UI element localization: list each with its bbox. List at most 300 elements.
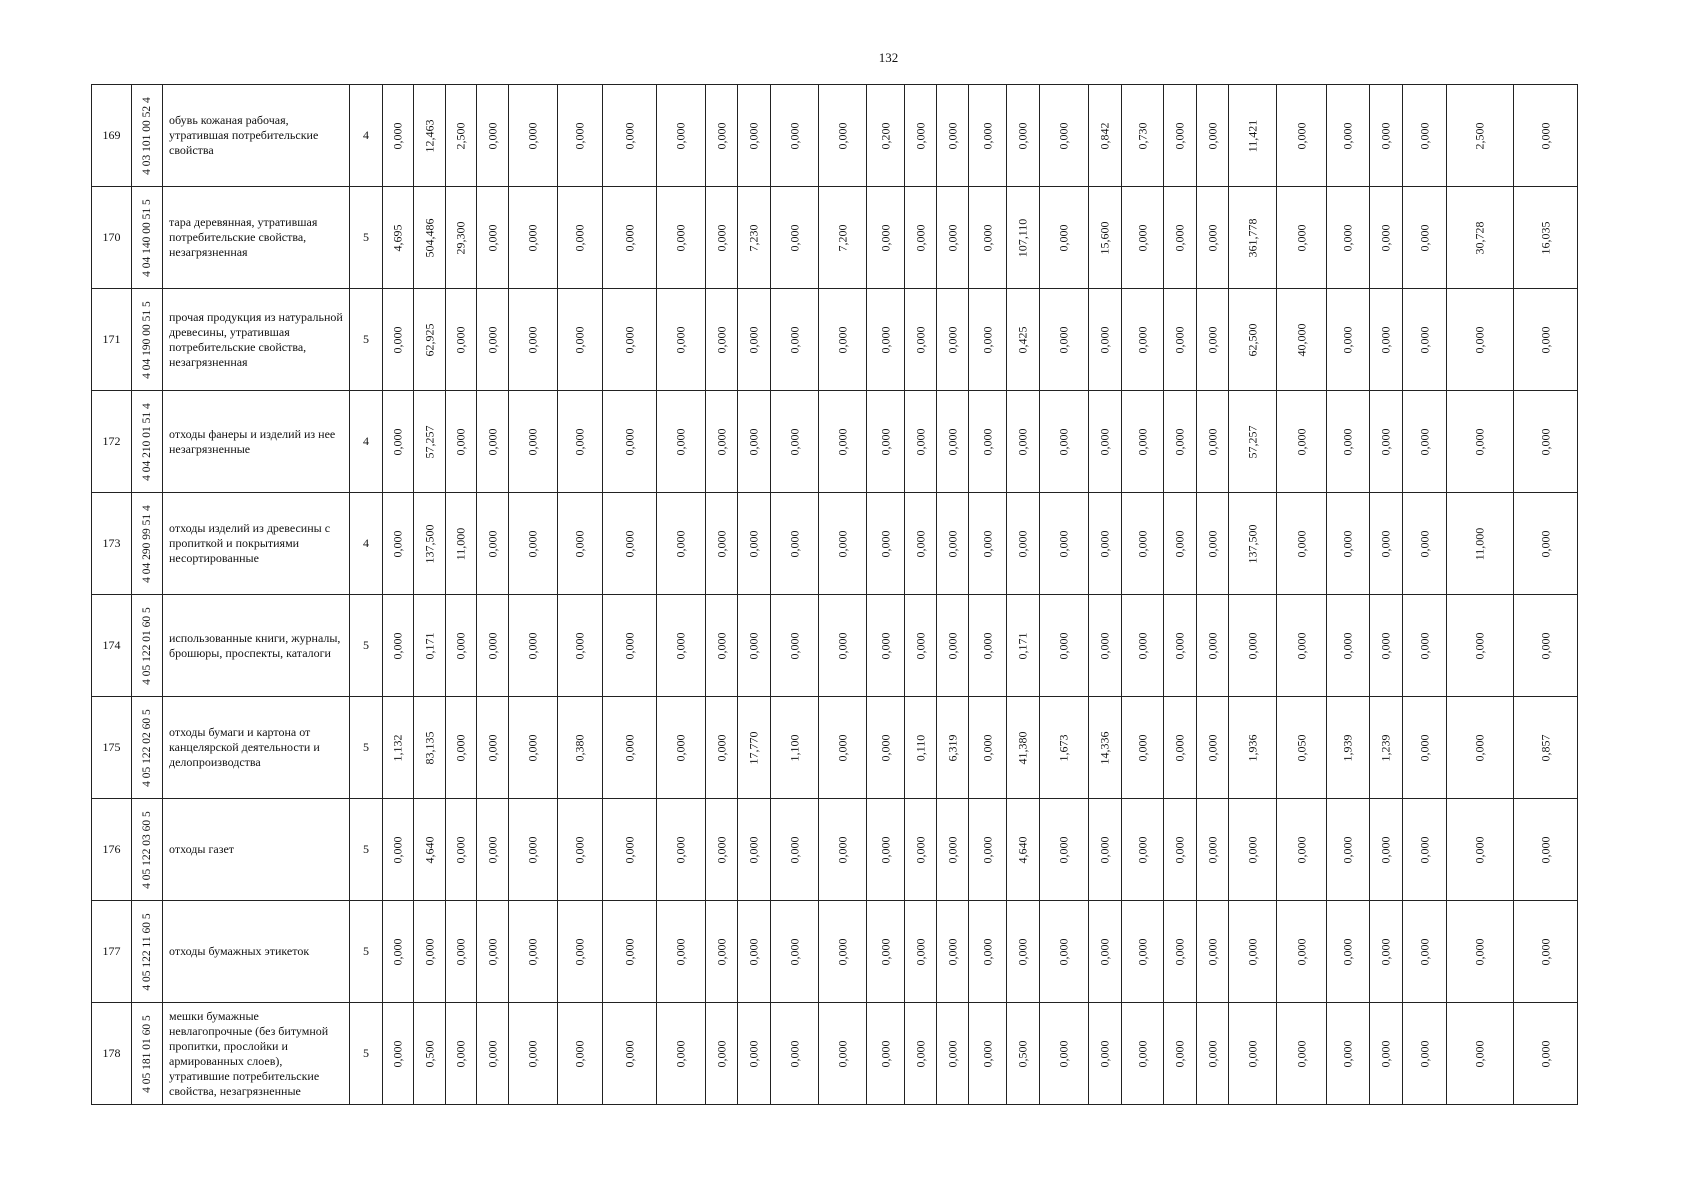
- value-cell: [1514, 1003, 1578, 1105]
- value-cell: [1229, 187, 1277, 289]
- value-cell: [905, 799, 937, 901]
- value-cell: [1040, 1003, 1089, 1105]
- value-cell: [905, 1003, 937, 1105]
- value-cell: [1197, 1003, 1229, 1105]
- value-text: 0,000: [878, 836, 892, 863]
- row-number: 170: [92, 187, 132, 289]
- value-cell: [1447, 85, 1514, 187]
- value-text: 0,000: [572, 530, 587, 557]
- value-text: 0,000: [1417, 530, 1431, 557]
- value-cell: [706, 289, 738, 391]
- value-cell: [1447, 391, 1514, 493]
- value-cell: [706, 391, 738, 493]
- value-cell: [414, 391, 446, 493]
- value-text: 0,000: [622, 530, 636, 557]
- table-row: [92, 493, 1610, 595]
- value-text: 0,000: [945, 530, 959, 557]
- value-cell: [414, 799, 446, 901]
- value-cell: [1229, 493, 1277, 595]
- value-cell: [509, 901, 558, 1003]
- value-cell: [1370, 85, 1403, 187]
- value-text: 0,000: [835, 326, 849, 353]
- value-text: 6,319: [945, 734, 959, 761]
- value-cell: [477, 85, 509, 187]
- value-text: 0,000: [1135, 836, 1149, 863]
- value-cell: [446, 187, 477, 289]
- value-cell: [1514, 799, 1578, 901]
- fkko-code: 4 05 122 03 60 5: [141, 810, 153, 889]
- value-text: 0,000: [1135, 938, 1149, 965]
- value-cell: [819, 799, 867, 901]
- value-cell: [819, 595, 867, 697]
- value-cell: [1007, 391, 1040, 493]
- value-text: 15,600: [1097, 221, 1112, 254]
- value-text: 0,000: [1172, 836, 1187, 863]
- value-text: 0,000: [746, 1040, 761, 1067]
- value-cell: [819, 85, 867, 187]
- value-cell: [1040, 85, 1089, 187]
- value-text: 0,000: [1472, 938, 1487, 965]
- waste-name: отходы газет: [163, 799, 350, 901]
- value-text: 0,000: [485, 632, 499, 659]
- value-cell: [414, 493, 446, 595]
- value-text: 0,000: [1056, 1040, 1071, 1067]
- value-cell: [738, 1003, 771, 1105]
- value-text: 0,000: [1097, 836, 1112, 863]
- value-cell: [383, 1003, 414, 1105]
- value-text: 0,000: [1417, 224, 1431, 251]
- value-cell: [867, 85, 905, 187]
- value-cell: [1370, 595, 1403, 697]
- value-cell: [819, 289, 867, 391]
- value-cell: [969, 697, 1007, 799]
- value-cell: [657, 901, 706, 1003]
- value-cell: [706, 1003, 738, 1105]
- value-cell: [1229, 1003, 1277, 1105]
- value-text: 0,380: [572, 734, 587, 761]
- value-text: 1,939: [1340, 734, 1355, 761]
- value-text: 0,200: [878, 122, 892, 149]
- value-cell: [1197, 289, 1229, 391]
- value-text: 0,000: [1472, 836, 1487, 863]
- value-text: 0,000: [622, 224, 636, 251]
- value-cell: [477, 289, 509, 391]
- value-cell: [1403, 1003, 1447, 1105]
- value-cell: [1197, 391, 1229, 493]
- value-cell: [1164, 697, 1197, 799]
- value-cell: [867, 697, 905, 799]
- value-text: 0,000: [913, 1040, 927, 1067]
- value-text: 29,300: [453, 221, 468, 254]
- value-text: 0,000: [1340, 1040, 1355, 1067]
- value-text: 0,000: [1245, 1040, 1259, 1067]
- value-text: 0,000: [1340, 224, 1355, 251]
- value-cell: [1327, 595, 1370, 697]
- value-text: 0,000: [1097, 632, 1112, 659]
- value-text: 0,000: [878, 224, 892, 251]
- value-cell: [509, 391, 558, 493]
- value-text: 0,000: [787, 1040, 801, 1067]
- value-cell: [1164, 187, 1197, 289]
- value-cell: [1089, 493, 1122, 595]
- value-text: 0,000: [1097, 428, 1112, 455]
- value-cell: [1277, 901, 1327, 1003]
- value-text: 0,000: [1205, 224, 1219, 251]
- value-cell: [1040, 187, 1089, 289]
- value-text: 0,000: [1294, 122, 1308, 149]
- row-number: 178: [92, 1003, 132, 1105]
- value-cell: [477, 391, 509, 493]
- table-row: [92, 901, 1610, 1003]
- value-cell: [1164, 289, 1197, 391]
- value-cell: [1370, 799, 1403, 901]
- value-cell: [1447, 595, 1514, 697]
- value-cell: [819, 493, 867, 595]
- row-number: 176: [92, 799, 132, 901]
- fkko-code: 4 04 210 01 51 4: [141, 402, 153, 481]
- value-text: 0,000: [1135, 428, 1149, 455]
- value-cell: [867, 187, 905, 289]
- value-text: 0,857: [1538, 734, 1552, 761]
- value-cell: [1089, 85, 1122, 187]
- value-text: 0,000: [1472, 428, 1487, 455]
- value-text: 0,000: [1538, 836, 1552, 863]
- waste-name: тара деревянная, утратившая потребительские свойства, незагрязненная: [163, 187, 350, 289]
- value-cell: [905, 901, 937, 1003]
- value-text: 0,000: [390, 632, 405, 659]
- value-text: 1,100: [787, 734, 801, 761]
- fkko-code: 4 04 140 00 51 5: [141, 198, 153, 277]
- value-cell: [414, 85, 446, 187]
- value-text: 0,000: [1538, 530, 1552, 557]
- value-cell: [1122, 85, 1164, 187]
- value-cell: [383, 187, 414, 289]
- value-cell: [1197, 493, 1229, 595]
- value-text: 0,000: [453, 734, 468, 761]
- value-text: 0,000: [390, 1040, 405, 1067]
- value-cell: [1040, 901, 1089, 1003]
- value-text: 0,000: [878, 632, 892, 659]
- value-cell: [603, 85, 657, 187]
- value-text: 0,000: [980, 530, 994, 557]
- value-cell: [383, 85, 414, 187]
- value-text: 0,000: [1205, 734, 1219, 761]
- value-text: 0,000: [1205, 938, 1219, 965]
- value-cell: [1403, 289, 1447, 391]
- fkko-code: 4 03 101 00 52 4: [141, 96, 153, 175]
- value-text: 0,000: [980, 734, 994, 761]
- value-text: 0,000: [453, 326, 468, 353]
- value-cell: [937, 901, 969, 1003]
- fkko-code-cell: [132, 1003, 163, 1105]
- value-cell: [477, 187, 509, 289]
- value-cell: [509, 799, 558, 901]
- value-cell: [819, 697, 867, 799]
- value-text: 0,000: [1056, 428, 1071, 455]
- value-text: 0,000: [787, 530, 801, 557]
- value-text: 1,132: [390, 734, 405, 761]
- table-row: [92, 391, 1610, 493]
- value-cell: [1164, 799, 1197, 901]
- value-text: 0,000: [1472, 734, 1487, 761]
- value-text: 0,000: [878, 938, 892, 965]
- value-text: 1,673: [1056, 734, 1071, 761]
- value-text: 0,000: [390, 326, 405, 353]
- value-text: 0,500: [422, 1040, 436, 1067]
- value-cell: [867, 391, 905, 493]
- value-text: 0,000: [485, 938, 499, 965]
- value-cell: [603, 901, 657, 1003]
- value-cell: [1122, 289, 1164, 391]
- value-cell: [1403, 187, 1447, 289]
- value-text: 0,171: [1015, 632, 1030, 659]
- value-cell: [477, 1003, 509, 1105]
- value-text: 0,000: [746, 122, 761, 149]
- value-text: 0,000: [878, 326, 892, 353]
- value-text: 0,000: [572, 632, 587, 659]
- waste-name: отходы фанеры и изделий из нее незагрязненные: [163, 391, 350, 493]
- value-cell: [446, 1003, 477, 1105]
- hazard-class: 4: [350, 391, 383, 493]
- row-number: 177: [92, 901, 132, 1003]
- value-text: 361,778: [1245, 218, 1259, 257]
- value-text: 0,000: [1205, 122, 1219, 149]
- value-cell: [771, 595, 819, 697]
- value-text: 0,000: [980, 1040, 994, 1067]
- value-text: 1,936: [1245, 734, 1259, 761]
- value-cell: [1370, 697, 1403, 799]
- value-text: 0,000: [572, 1040, 587, 1067]
- value-text: 137,500: [1245, 524, 1259, 563]
- value-cell: [905, 85, 937, 187]
- value-cell: [446, 493, 477, 595]
- value-cell: [1229, 595, 1277, 697]
- value-text: 0,000: [1417, 632, 1431, 659]
- hazard-class: 5: [350, 697, 383, 799]
- value-text: 0,000: [835, 122, 849, 149]
- fkko-code-cell: [132, 391, 163, 493]
- value-cell: [1277, 697, 1327, 799]
- value-text: 0,000: [673, 632, 688, 659]
- value-cell: [1197, 187, 1229, 289]
- value-text: 0,000: [787, 428, 801, 455]
- value-text: 0,000: [1172, 632, 1187, 659]
- value-text: 0,000: [714, 734, 728, 761]
- value-cell: [1403, 391, 1447, 493]
- value-text: 0,000: [622, 428, 636, 455]
- value-text: 11,000: [1472, 527, 1487, 560]
- value-text: 0,000: [390, 428, 405, 455]
- value-cell: [905, 391, 937, 493]
- value-text: 0,000: [1538, 326, 1552, 353]
- value-cell: [1447, 289, 1514, 391]
- value-cell: [819, 187, 867, 289]
- value-text: 0,000: [1378, 122, 1393, 149]
- value-cell: [1277, 595, 1327, 697]
- value-text: 0,000: [453, 632, 468, 659]
- value-cell: [1277, 493, 1327, 595]
- value-text: 0,000: [1245, 836, 1259, 863]
- value-text: 0,000: [1538, 1040, 1552, 1067]
- value-text: 0,000: [980, 224, 994, 251]
- value-text: 0,000: [746, 836, 761, 863]
- value-cell: [509, 595, 558, 697]
- value-text: 0,000: [622, 632, 636, 659]
- value-cell: [1514, 85, 1578, 187]
- value-cell: [477, 799, 509, 901]
- table-row: [92, 289, 1610, 391]
- value-cell: [1229, 289, 1277, 391]
- value-text: 0,000: [1172, 938, 1187, 965]
- value-cell: [477, 697, 509, 799]
- value-cell: [1089, 697, 1122, 799]
- value-cell: [446, 901, 477, 1003]
- value-cell: [706, 901, 738, 1003]
- hazard-class: 5: [350, 901, 383, 1003]
- value-cell: [558, 493, 603, 595]
- value-text: 14,336: [1097, 731, 1112, 764]
- hazard-class: 5: [350, 1003, 383, 1105]
- value-text: 0,000: [1015, 122, 1030, 149]
- value-text: 0,000: [714, 326, 728, 353]
- value-text: 0,000: [1172, 326, 1187, 353]
- value-text: 0,000: [878, 530, 892, 557]
- value-text: 0,000: [980, 428, 994, 455]
- table-row: [92, 799, 1610, 901]
- value-cell: [905, 493, 937, 595]
- value-text: 0,000: [525, 224, 540, 251]
- value-text: 0,000: [572, 224, 587, 251]
- value-text: 0,000: [1015, 938, 1030, 965]
- fkko-code: 4 05 181 01 60 5: [141, 1014, 153, 1093]
- value-cell: [657, 697, 706, 799]
- value-text: 4,640: [1015, 836, 1030, 863]
- value-text: 2,500: [1472, 122, 1487, 149]
- value-cell: [446, 85, 477, 187]
- value-text: 0,000: [1056, 224, 1071, 251]
- value-cell: [1089, 595, 1122, 697]
- value-cell: [1164, 391, 1197, 493]
- value-text: 0,000: [673, 836, 688, 863]
- value-cell: [558, 697, 603, 799]
- value-cell: [1514, 391, 1578, 493]
- value-text: 0,000: [1417, 122, 1431, 149]
- value-cell: [1164, 901, 1197, 1003]
- value-cell: [1229, 391, 1277, 493]
- value-cell: [1164, 595, 1197, 697]
- value-text: 504,486: [422, 218, 436, 257]
- fkko-code-cell: [132, 595, 163, 697]
- value-cell: [1447, 493, 1514, 595]
- value-text: 0,000: [1417, 734, 1431, 761]
- value-cell: [1514, 697, 1578, 799]
- waste-name: использованные книги, журналы, брошюры, проспекты, каталоги: [163, 595, 350, 697]
- value-text: 0,000: [913, 224, 927, 251]
- value-text: 0,000: [622, 938, 636, 965]
- value-text: 0,000: [787, 224, 801, 251]
- table-row: [92, 85, 1610, 187]
- value-text: 137,500: [422, 524, 436, 563]
- value-cell: [1403, 595, 1447, 697]
- value-text: 0,000: [422, 938, 436, 965]
- value-cell: [738, 187, 771, 289]
- value-cell: [1007, 697, 1040, 799]
- value-text: 11,000: [453, 527, 468, 560]
- value-cell: [1040, 493, 1089, 595]
- value-text: 0,000: [673, 734, 688, 761]
- value-cell: [1007, 85, 1040, 187]
- value-cell: [603, 187, 657, 289]
- value-cell: [1089, 1003, 1122, 1105]
- waste-name: отходы изделий из древесины с пропиткой и покрытиями несортированные: [163, 493, 350, 595]
- value-cell: [446, 391, 477, 493]
- value-text: 0,000: [1056, 122, 1071, 149]
- fkko-code-cell: [132, 799, 163, 901]
- value-cell: [738, 697, 771, 799]
- value-cell: [383, 697, 414, 799]
- value-text: 0,000: [525, 938, 540, 965]
- value-text: 0,000: [1378, 632, 1393, 659]
- value-text: 0,000: [1417, 836, 1431, 863]
- value-text: 0,000: [1172, 530, 1187, 557]
- value-cell: [771, 1003, 819, 1105]
- value-text: 0,000: [1056, 938, 1071, 965]
- value-text: 0,000: [1135, 530, 1149, 557]
- value-text: 0,000: [453, 428, 468, 455]
- value-text: 0,000: [1056, 326, 1071, 353]
- value-text: 0,000: [1172, 122, 1187, 149]
- value-cell: [969, 85, 1007, 187]
- value-text: 0,000: [1135, 224, 1149, 251]
- fkko-code-cell: [132, 85, 163, 187]
- value-cell: [1514, 901, 1578, 1003]
- value-cell: [509, 697, 558, 799]
- value-cell: [383, 493, 414, 595]
- value-cell: [867, 799, 905, 901]
- value-text: 0,000: [1205, 530, 1219, 557]
- value-text: 0,000: [945, 122, 959, 149]
- value-text: 0,000: [1378, 224, 1393, 251]
- value-text: 0,000: [913, 836, 927, 863]
- value-cell: [383, 391, 414, 493]
- value-cell: [1122, 595, 1164, 697]
- value-text: 0,000: [746, 326, 761, 353]
- value-cell: [1122, 697, 1164, 799]
- value-text: 4,640: [422, 836, 436, 863]
- value-text: 0,000: [714, 122, 728, 149]
- value-cell: [558, 187, 603, 289]
- value-text: 0,000: [1538, 122, 1552, 149]
- value-cell: [738, 595, 771, 697]
- value-cell: [905, 697, 937, 799]
- value-cell: [1122, 799, 1164, 901]
- value-text: 0,000: [1097, 938, 1112, 965]
- value-cell: [706, 85, 738, 187]
- value-cell: [1327, 799, 1370, 901]
- value-text: 0,000: [746, 428, 761, 455]
- value-text: 0,000: [1340, 326, 1355, 353]
- value-text: 0,000: [945, 836, 959, 863]
- value-cell: [558, 1003, 603, 1105]
- value-text: 0,000: [945, 938, 959, 965]
- value-cell: [771, 85, 819, 187]
- value-text: 30,728: [1472, 221, 1487, 254]
- value-cell: [1277, 799, 1327, 901]
- value-cell: [1514, 595, 1578, 697]
- value-cell: [937, 187, 969, 289]
- value-text: 0,000: [746, 938, 761, 965]
- value-text: 0,000: [1340, 836, 1355, 863]
